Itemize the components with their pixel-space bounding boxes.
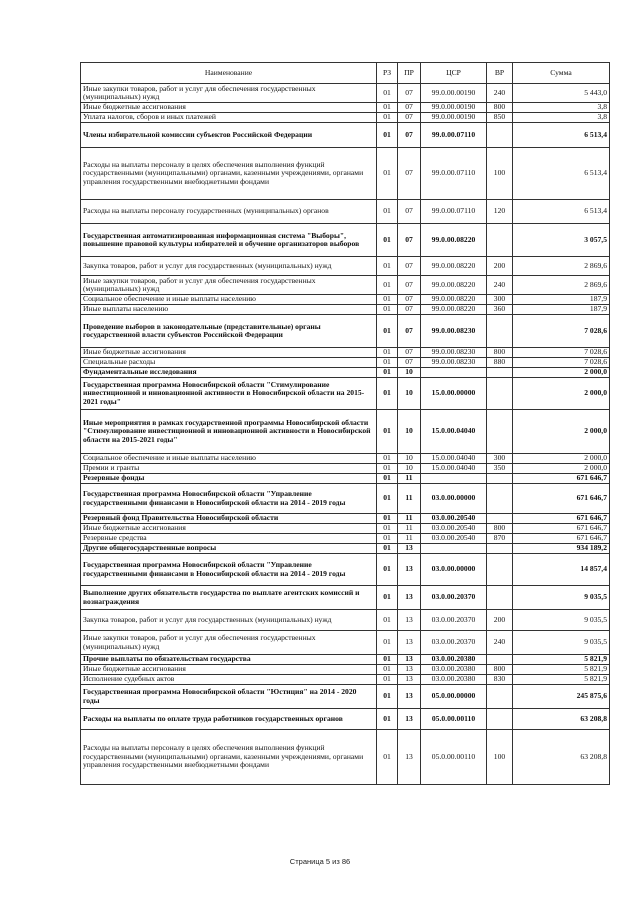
cell-pr: 07 — [398, 305, 421, 315]
table-row — [81, 368, 610, 378]
cell-vr: 240 — [487, 276, 513, 295]
cell-vr: 200 — [487, 610, 513, 631]
cell-name: Расходы на выплаты по оплате труда работников государственных органов — [81, 709, 377, 730]
table-row — [81, 514, 610, 524]
header-sum: Сумма — [513, 63, 610, 84]
cell-vr: 100 — [487, 148, 513, 200]
cell-vr: 880 — [487, 358, 513, 368]
cell-pr: 11 — [398, 534, 421, 544]
cell-sum: 671 646,7 — [513, 524, 610, 534]
table-row — [81, 709, 610, 730]
cell-vr — [487, 378, 513, 410]
cell-csr: 99.0.00.00190 — [421, 113, 487, 123]
cell-csr: 05.0.00.00110 — [421, 730, 487, 785]
cell-rz: 01 — [377, 655, 398, 665]
cell-rz: 01 — [377, 224, 398, 257]
table-row — [81, 348, 610, 358]
cell-pr: 13 — [398, 730, 421, 785]
cell-pr: 13 — [398, 675, 421, 685]
cell-vr: 830 — [487, 675, 513, 685]
cell-pr: 07 — [398, 276, 421, 295]
cell-rz: 01 — [377, 257, 398, 276]
cell-name: Иные бюджетные ассигнования — [81, 665, 377, 675]
cell-csr: 03.0.00.20370 — [421, 586, 487, 610]
cell-pr: 07 — [398, 103, 421, 113]
cell-rz: 01 — [377, 631, 398, 655]
cell-sum: 7 028,6 — [513, 315, 610, 348]
cell-csr: 99.0.00.08230 — [421, 358, 487, 368]
cell-sum: 7 028,6 — [513, 348, 610, 358]
table-row — [81, 358, 610, 368]
cell-csr: 99.0.00.00190 — [421, 84, 487, 103]
cell-sum: 63 208,8 — [513, 709, 610, 730]
table-row — [81, 474, 610, 484]
cell-rz: 01 — [377, 610, 398, 631]
cell-name: Государственная программа Новосибирской области "Управление государственными финансами в Новосибирской области на 2014 - 2019 годы — [81, 554, 377, 586]
cell-vr — [487, 224, 513, 257]
cell-vr: 240 — [487, 84, 513, 103]
cell-rz: 01 — [377, 665, 398, 675]
cell-sum: 2 000,0 — [513, 368, 610, 378]
cell-pr: 07 — [398, 113, 421, 123]
cell-name: Резервный фонд Правительства Новосибирской области — [81, 514, 377, 524]
cell-sum: 671 646,7 — [513, 514, 610, 524]
cell-name: Расходы на выплаты персоналу в целях обеспечения выполнения функций государственными (муниципальными) органами, казенными учреждениями, органами управления государственными внебюджетными фондами — [81, 148, 377, 200]
table-row — [81, 730, 610, 785]
table-row — [81, 544, 610, 554]
cell-csr: 15.0.00.04040 — [421, 410, 487, 454]
cell-rz: 01 — [377, 358, 398, 368]
cell-name: Выполнение других обязательств государства по выплате агентских комиссий и вознаграждения — [81, 586, 377, 610]
cell-name: Резервные фонды — [81, 474, 377, 484]
cell-pr: 13 — [398, 544, 421, 554]
table-row — [81, 103, 610, 113]
cell-pr: 13 — [398, 631, 421, 655]
cell-name: Иные выплаты населению — [81, 305, 377, 315]
cell-sum: 245 875,6 — [513, 685, 610, 709]
cell-csr: 15.0.00.04040 — [421, 454, 487, 464]
cell-csr: 99.0.00.07110 — [421, 123, 487, 148]
cell-pr: 13 — [398, 554, 421, 586]
cell-name: Расходы на выплаты персоналу в целях обеспечения выполнения функций государственными (муниципальными) органами, казенными учреждениями, органами управления государственными внебюджетными фондами — [81, 730, 377, 785]
cell-vr — [487, 554, 513, 586]
cell-vr: 800 — [487, 348, 513, 358]
cell-vr — [487, 410, 513, 454]
cell-rz: 01 — [377, 730, 398, 785]
cell-rz: 01 — [377, 554, 398, 586]
cell-pr: 13 — [398, 665, 421, 675]
cell-sum: 2 000,0 — [513, 378, 610, 410]
cell-name: Члены избирательной комиссии субъектов Российской Федерации — [81, 123, 377, 148]
cell-vr — [487, 368, 513, 378]
cell-rz: 01 — [377, 295, 398, 305]
cell-vr — [487, 544, 513, 554]
cell-sum: 934 189,2 — [513, 544, 610, 554]
cell-csr: 99.0.00.08220 — [421, 257, 487, 276]
table-row — [81, 675, 610, 685]
cell-pr: 10 — [398, 454, 421, 464]
cell-csr: 99.0.00.08220 — [421, 276, 487, 295]
cell-vr: 100 — [487, 730, 513, 785]
table-row — [81, 224, 610, 257]
cell-sum: 187,9 — [513, 295, 610, 305]
cell-csr: 03.0.00.20380 — [421, 665, 487, 675]
cell-csr: 99.0.00.07110 — [421, 200, 487, 224]
cell-rz: 01 — [377, 368, 398, 378]
cell-rz: 01 — [377, 514, 398, 524]
cell-sum: 7 028,6 — [513, 358, 610, 368]
cell-pr: 13 — [398, 586, 421, 610]
cell-csr: 99.0.00.08230 — [421, 315, 487, 348]
cell-csr: 03.0.00.20370 — [421, 631, 487, 655]
cell-rz: 01 — [377, 276, 398, 295]
cell-rz: 01 — [377, 200, 398, 224]
cell-csr: 99.0.00.08220 — [421, 295, 487, 305]
cell-vr — [487, 685, 513, 709]
table-row — [81, 305, 610, 315]
cell-pr: 07 — [398, 315, 421, 348]
cell-sum: 2 000,0 — [513, 464, 610, 474]
cell-pr: 07 — [398, 257, 421, 276]
cell-vr: 870 — [487, 534, 513, 544]
cell-rz: 01 — [377, 474, 398, 484]
cell-rz: 01 — [377, 454, 398, 464]
cell-pr: 11 — [398, 474, 421, 484]
cell-sum: 14 857,4 — [513, 554, 610, 586]
header-name: Наименование — [81, 63, 377, 84]
cell-csr: 03.0.00.00000 — [421, 554, 487, 586]
cell-sum: 671 646,7 — [513, 474, 610, 484]
cell-name: Прочие выплаты по обязательствам государства — [81, 655, 377, 665]
cell-vr: 360 — [487, 305, 513, 315]
table-header-row — [81, 63, 610, 84]
header-rz: РЗ — [377, 63, 398, 84]
cell-name: Проведение выборов в законодательные (представительные) органы государственной власти субъектов Российской Федерации — [81, 315, 377, 348]
table-row — [81, 113, 610, 123]
cell-sum: 9 035,5 — [513, 631, 610, 655]
cell-rz: 01 — [377, 103, 398, 113]
cell-sum: 3,8 — [513, 113, 610, 123]
cell-csr — [421, 474, 487, 484]
budget-table — [80, 62, 610, 785]
cell-sum: 9 035,5 — [513, 586, 610, 610]
table-row — [81, 554, 610, 586]
cell-vr: 120 — [487, 200, 513, 224]
cell-sum: 2 869,6 — [513, 276, 610, 295]
cell-sum: 5 443,0 — [513, 84, 610, 103]
cell-rz: 01 — [377, 123, 398, 148]
cell-csr: 03.0.00.20540 — [421, 524, 487, 534]
cell-vr: 800 — [487, 103, 513, 113]
cell-pr: 07 — [398, 84, 421, 103]
header-pr: ПР — [398, 63, 421, 84]
cell-pr: 10 — [398, 368, 421, 378]
cell-pr: 11 — [398, 484, 421, 514]
cell-name: Государственная автоматизированная информационная система "Выборы", повышение правовой культуры избирателей и обучение организаторов выборов — [81, 224, 377, 257]
cell-name: Закупка товаров, работ и услуг для государственных (муниципальных) нужд — [81, 610, 377, 631]
cell-pr: 07 — [398, 348, 421, 358]
cell-vr: 240 — [487, 631, 513, 655]
table-row — [81, 276, 610, 295]
table-row — [81, 454, 610, 464]
cell-name: Социальное обеспечение и иные выплаты населению — [81, 295, 377, 305]
table-row — [81, 84, 610, 103]
cell-vr — [487, 315, 513, 348]
cell-vr — [487, 474, 513, 484]
cell-vr — [487, 484, 513, 514]
table-row — [81, 610, 610, 631]
cell-sum: 6 513,4 — [513, 148, 610, 200]
cell-csr: 99.0.00.08220 — [421, 224, 487, 257]
cell-name: Иные мероприятия в рамках государственной программы Новосибирской области "Стимулирование инвестиционной и инновационной активности в Новосибирской области на 2015-2021 годы" — [81, 410, 377, 454]
cell-name: Закупка товаров, работ и услуг для государственных (муниципальных) нужд — [81, 257, 377, 276]
cell-pr: 07 — [398, 295, 421, 305]
cell-rz: 01 — [377, 84, 398, 103]
cell-vr: 350 — [487, 464, 513, 474]
cell-csr: 03.0.00.20540 — [421, 514, 487, 524]
cell-name: Иные бюджетные ассигнования — [81, 524, 377, 534]
cell-csr: 05.0.00.00000 — [421, 685, 487, 709]
cell-csr: 03.0.00.20380 — [421, 655, 487, 665]
table-row — [81, 464, 610, 474]
cell-rz: 01 — [377, 484, 398, 514]
table-row — [81, 655, 610, 665]
cell-rz: 01 — [377, 378, 398, 410]
cell-csr: 03.0.00.20540 — [421, 534, 487, 544]
cell-csr: 05.0.00.00110 — [421, 709, 487, 730]
table-row — [81, 685, 610, 709]
cell-pr: 07 — [398, 358, 421, 368]
table-row — [81, 257, 610, 276]
cell-rz: 01 — [377, 709, 398, 730]
cell-pr: 10 — [398, 464, 421, 474]
cell-csr: 03.0.00.20380 — [421, 675, 487, 685]
table-row — [81, 484, 610, 514]
cell-rz: 01 — [377, 675, 398, 685]
cell-name: Премии и гранты — [81, 464, 377, 474]
table-row — [81, 123, 610, 148]
cell-csr: 03.0.00.20370 — [421, 610, 487, 631]
table-row — [81, 315, 610, 348]
cell-name: Иные закупки товаров, работ и услуг для обеспечения государственных (муниципальных) нужд — [81, 631, 377, 655]
cell-rz: 01 — [377, 348, 398, 358]
cell-name: Иные бюджетные ассигнования — [81, 103, 377, 113]
cell-sum: 6 513,4 — [513, 123, 610, 148]
cell-name: Государственная программа Новосибирской области "Юстиция" на 2014 - 2020 годы — [81, 685, 377, 709]
cell-rz: 01 — [377, 410, 398, 454]
cell-rz: 01 — [377, 685, 398, 709]
cell-pr: 07 — [398, 200, 421, 224]
cell-sum: 3,8 — [513, 103, 610, 113]
table-row — [81, 534, 610, 544]
cell-name: Государственная программа Новосибирской области "Управление государственными финансами в Новосибирской области на 2014 - 2019 годы — [81, 484, 377, 514]
cell-sum: 5 821,9 — [513, 665, 610, 675]
cell-pr: 07 — [398, 224, 421, 257]
cell-vr: 800 — [487, 524, 513, 534]
table-row — [81, 295, 610, 305]
cell-pr: 07 — [398, 123, 421, 148]
cell-rz: 01 — [377, 464, 398, 474]
table-row — [81, 665, 610, 675]
cell-sum: 2 000,0 — [513, 410, 610, 454]
cell-name: Специальные расходы — [81, 358, 377, 368]
cell-rz: 01 — [377, 148, 398, 200]
cell-pr: 10 — [398, 410, 421, 454]
cell-rz: 01 — [377, 586, 398, 610]
cell-sum: 63 208,8 — [513, 730, 610, 785]
cell-name: Иные бюджетные ассигнования — [81, 348, 377, 358]
cell-vr: 850 — [487, 113, 513, 123]
cell-name: Исполнение судебных актов — [81, 675, 377, 685]
cell-sum: 3 057,5 — [513, 224, 610, 257]
cell-pr: 11 — [398, 524, 421, 534]
cell-vr — [487, 655, 513, 665]
cell-vr — [487, 586, 513, 610]
cell-vr — [487, 514, 513, 524]
cell-name: Другие общегосударственные вопросы — [81, 544, 377, 554]
cell-csr: 03.0.00.00000 — [421, 484, 487, 514]
cell-sum: 9 035,5 — [513, 610, 610, 631]
cell-name: Иные закупки товаров, работ и услуг для обеспечения государственных (муниципальных) нужд — [81, 276, 377, 295]
cell-rz: 01 — [377, 305, 398, 315]
cell-sum: 187,9 — [513, 305, 610, 315]
cell-name: Государственная программа Новосибирской области "Стимулирование инвестиционной и инновационной активности в Новосибирской области на 2015-2021 годы" — [81, 378, 377, 410]
cell-vr — [487, 123, 513, 148]
cell-pr: 11 — [398, 514, 421, 524]
cell-vr: 300 — [487, 454, 513, 464]
cell-rz: 01 — [377, 315, 398, 348]
cell-vr — [487, 709, 513, 730]
cell-csr: 99.0.00.08220 — [421, 305, 487, 315]
cell-sum: 2 000,0 — [513, 454, 610, 464]
cell-vr: 200 — [487, 257, 513, 276]
cell-name: Иные закупки товаров, работ и услуг для обеспечения государственных (муниципальных) нужд — [81, 84, 377, 103]
cell-rz: 01 — [377, 544, 398, 554]
cell-name: Уплата налогов, сборов и иных платежей — [81, 113, 377, 123]
table-row — [81, 148, 610, 200]
cell-pr: 13 — [398, 685, 421, 709]
table-row — [81, 378, 610, 410]
header-csr: ЦСР — [421, 63, 487, 84]
cell-csr: 15.0.00.00000 — [421, 378, 487, 410]
cell-rz: 01 — [377, 534, 398, 544]
cell-name: Фундаментальные исследования — [81, 368, 377, 378]
table-row — [81, 524, 610, 534]
table-row — [81, 200, 610, 224]
cell-pr: 13 — [398, 655, 421, 665]
table-row — [81, 631, 610, 655]
cell-sum: 671 646,7 — [513, 534, 610, 544]
table-row — [81, 410, 610, 454]
cell-sum: 5 821,9 — [513, 655, 610, 665]
page-footer: Страница 5 из 86 — [289, 857, 351, 866]
cell-name: Социальное обеспечение и иные выплаты населению — [81, 454, 377, 464]
cell-sum: 6 513,4 — [513, 200, 610, 224]
cell-csr: 99.0.00.00190 — [421, 103, 487, 113]
cell-csr: 99.0.00.08230 — [421, 348, 487, 358]
cell-sum: 2 869,6 — [513, 257, 610, 276]
cell-pr: 07 — [398, 148, 421, 200]
cell-vr: 800 — [487, 665, 513, 675]
cell-sum: 5 821,9 — [513, 675, 610, 685]
cell-vr: 300 — [487, 295, 513, 305]
cell-csr: 15.0.00.04040 — [421, 464, 487, 474]
cell-csr — [421, 544, 487, 554]
cell-pr: 10 — [398, 378, 421, 410]
cell-name: Расходы на выплаты персоналу государственных (муниципальных) органов — [81, 200, 377, 224]
header-vr: ВР — [487, 63, 513, 84]
cell-sum: 671 646,7 — [513, 484, 610, 514]
cell-csr: 99.0.00.07110 — [421, 148, 487, 200]
cell-csr — [421, 368, 487, 378]
cell-pr: 13 — [398, 610, 421, 631]
cell-rz: 01 — [377, 113, 398, 123]
table-row — [81, 586, 610, 610]
cell-rz: 01 — [377, 524, 398, 534]
cell-name: Резервные средства — [81, 534, 377, 544]
cell-pr: 13 — [398, 709, 421, 730]
